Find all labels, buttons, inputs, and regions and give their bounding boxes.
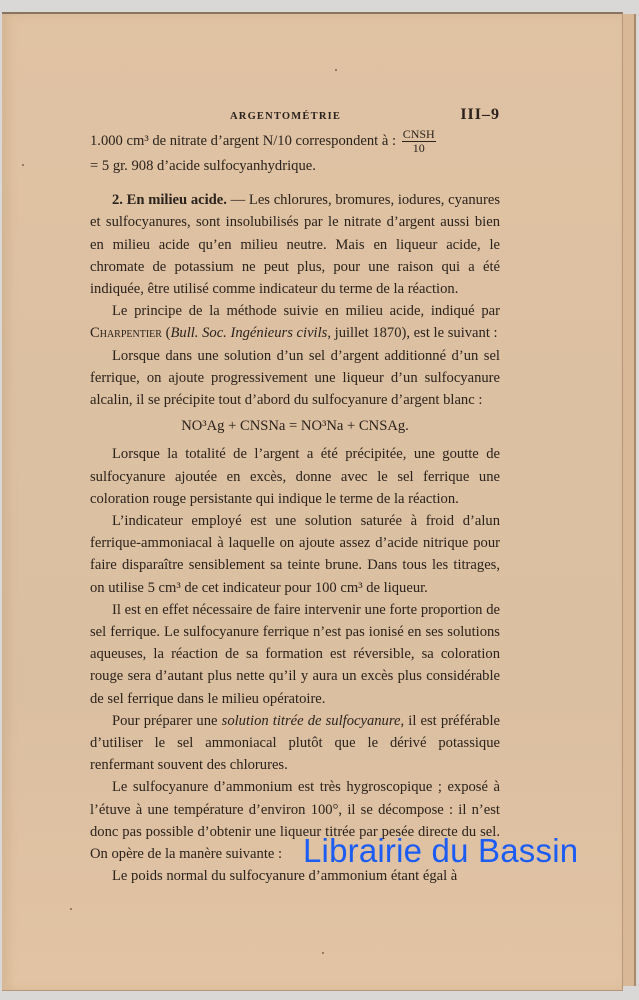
page-text-block [90,104,500,888]
paragraph-solution-titree [90,710,500,777]
citation: Bull. Soc. Ingénieurs civils [170,325,328,342]
paragraph-milieu-acide [90,189,500,300]
paragraph-hygroscopique: Le sulfocyanure d’ammonium est très hygroscopique ; exposé à l’étuve à une température d’environ 100°, il se décompose : il n’est donc pas possible d’obtenir une liqueur titrée par pesée directe du sel. On opère de la manère suivante : [90,779,500,863]
paragraph-equivalence [90,128,500,177]
paragraph-principe [90,300,500,344]
paper-spot [22,164,24,166]
watermark-text: Librairie du Bassin [303,832,579,869]
running-head-title: ARGENTOMÉTRIE [230,111,342,122]
running-head [90,104,500,128]
paragraph-indicateur: L’indicateur employé est une solution saturée à froid d’alun ferrique-ammoniacal à laquelle on ajoute assez d’acide nitrique pour faire disparaître sensiblement sa teinte brune. Dans tous les titrages, on utilise 5 cm³ de cet indicateur pour 100 cm³ de liqueur. [90,513,500,596]
chemical-equation: NO³Ag + CNSNa = NO³Na + CNSAg. [181,418,409,435]
paper-spot [322,952,324,954]
section-body: — Les chlorures, bromures, iodures, cyanures et sulfocyanures, sont insolubilisés par le nitrate d’argent aussi bien en milieu acide qu’en milieu neutre. Mais en liqueur acide, le chromate de potassium ne peut plus, pour une raison qui a été indiquée, être utilisé comme indicateur du terme de la réaction. [90,192,500,298]
fraction [402,128,436,155]
page-number: III–9 [460,106,500,123]
paragraph-poids-normal: Le poids normal du sulfocyanure d’ammonium étant égal à [112,868,458,885]
paragraph-precipitation: Lorsque dans une solution d’un sel d’argent additionné d’un sel ferrique, on ajoute progressivement une liqueur d’un sulfocyanure alcalin, il se précipite tout d’abord du sulfocyanure d’argent blanc : [90,347,500,409]
fraction-denominator: 10 [412,141,425,155]
text: Pour préparer une [112,712,222,729]
text: ( [161,325,171,342]
paper-spot [70,908,72,910]
section-heading: 2. En milieu acide. [112,192,227,209]
paragraph-proportion: Il est en effet nécessaire de faire intervenir une forte proportion de sel ferrique. Le sulfocyanure ferrique n’est pas ionisé en ses solutions aqueuses, la réaction de sa formation est réversible, sa coloration rouge sera d’autant plus nette qu’il y aura un excès plus considérable de sel ferrique dans le milieu opératoire. [90,601,500,707]
text: , il est préférable d’utiliser le sel ammoniacal plutôt que le dérivé potassique renfermant souvent des chlorures. [90,712,500,774]
equivalence-text: 1.000 cm³ de nitrate d’argent N/10 correspondent à : [90,132,397,149]
emphasis: solution titrée de sulfocyanure [221,712,401,729]
fraction-numerator: CNSH [402,127,435,141]
paper-spot [335,69,337,71]
equivalence-result: = 5 gr. 908 d’acide sulfocyanhydrique. [90,158,316,174]
text: Le principe de la méthode suivie en milieu acide, indiqué par [112,303,500,320]
text: , juillet 1870), est le suivant : [327,325,498,342]
author-name: Charpentier [90,325,162,342]
paragraph-totalite: Lorsque la totalité de l’argent a été précipitée, une goutte de sulfocyanure ajoutée en excès, donne avec le sel ferrique une coloration rouge persistante qui indique le terme de la réaction. [90,446,500,507]
